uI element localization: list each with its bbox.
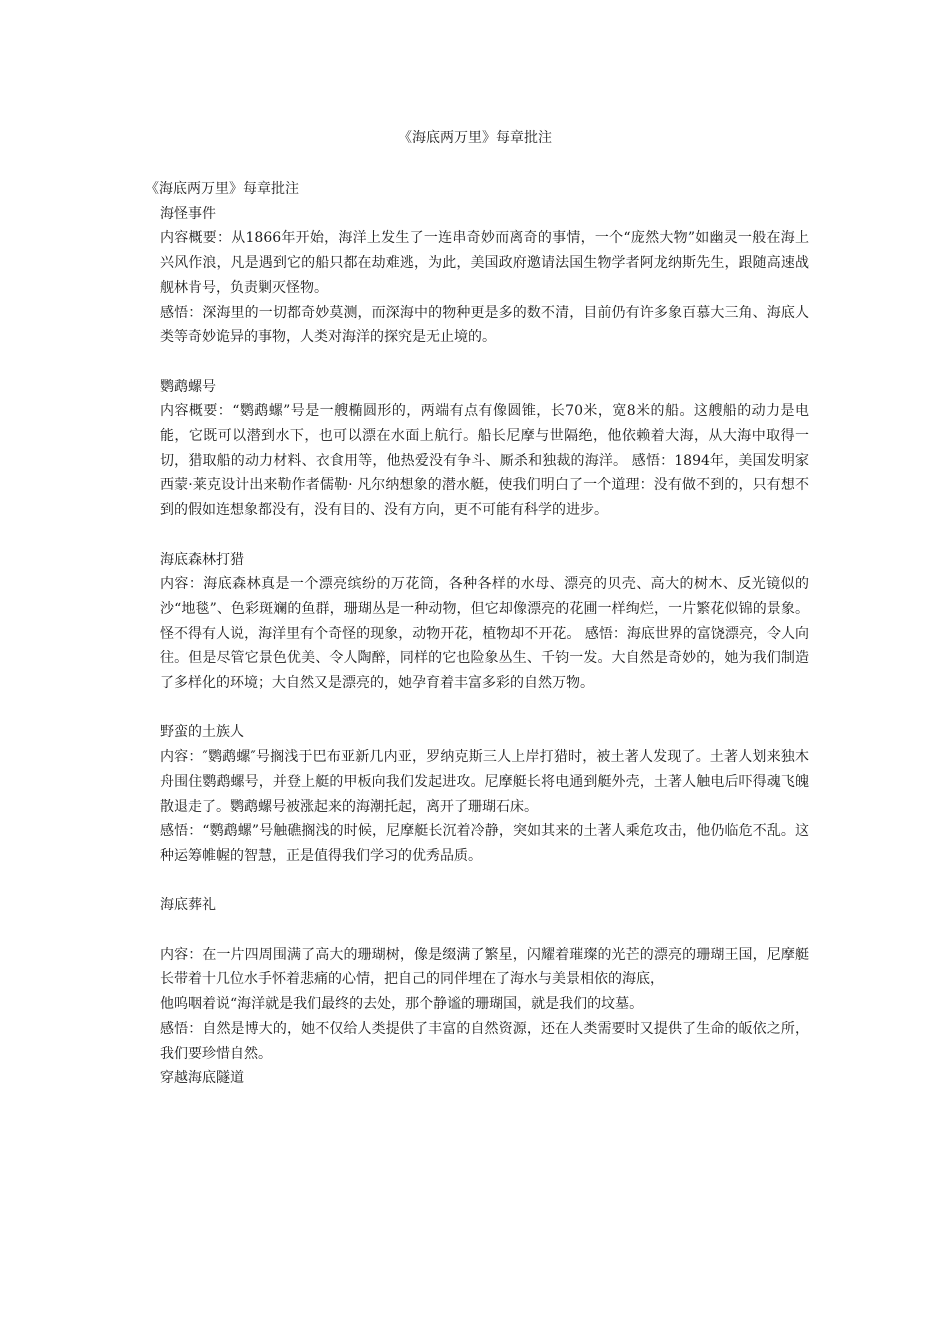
document-heading: 《海底两万里》每章批注 (145, 181, 299, 197)
chapter-summary: 内容：在一片四周围满了高大的珊瑚树，像是缀满了繁星，闪耀着璀璨的光芒的漂亮的珊瑚王国，尼摩艇长带着十几位水手怀着悲痛的心情，把自己的同伴埋在了海水与美景相依的海底， (160, 946, 809, 988)
chapter-title: 海底森林打猎 (160, 551, 244, 568)
chapter-title: 穿越海底隧道 (160, 1070, 244, 1087)
chapter-title: 海底葬礼 (160, 897, 216, 914)
paragraph-spacer (145, 696, 809, 721)
chapter-title: 海怪事件 (160, 205, 216, 222)
chapter-summary: 内容概要：从1866年开始，海洋上发生了一连串奇妙而离奇的事情，一个“庞然大物”如幽灵一般在海上兴风作浪，凡是遇到它的船只都在劫难逃，为此，美国政府邀请法国生物学者阿龙纳斯先生，跟随高速战舰林肯号，负责剿灭怪物。 (160, 230, 809, 296)
chapter-reflection: 感悟：“鹦鹉螺”号触礁搁浅的时候，尼摩艇长沉着冷静，突如其来的土著人乘危攻击，他仍临危不乱。这种运筹帷幄的智慧，正是值得我们学习的优秀品质。 (160, 823, 809, 864)
document-body (145, 177, 809, 1091)
chapter-reflection: 感悟：自然是博大的，她不仅给人类提供了丰富的自然资源，还在人类需要时又提供了生命的皈依之所，我们要珍惜自然。 (160, 1020, 809, 1062)
chapter-summary: 内容：″鹦鹉螺″号搁浅于巴布亚新几内亚，罗纳克斯三人上岸打猎时，被土著人发现了。土著人划来独木舟围住鹦鹉螺号，并登上艇的甲板向我们发起进攻。尼摩艇长将电通到艇外壳，土著人触电后吓得魂飞魄散退走了。鹦鹉螺号被涨起来的海潮托起，离开了珊瑚石床。 (160, 749, 809, 815)
chapter-reflection: 感悟：深海里的一切都奇妙莫测，而深海中的物种更是多的数不清，目前仍有许多象百慕大三角、海底人类等奇妙诡异的事物，人类对海洋的探究是无止境的。 (160, 304, 809, 346)
chapter-title: 鹦鹉螺号 (160, 378, 216, 395)
paragraph-spacer (145, 523, 809, 548)
page-title: 《海底两万里》每章批注 (398, 130, 552, 146)
paragraph-spacer (145, 918, 809, 943)
chapter-title: 野蛮的土族人 (160, 724, 244, 741)
paragraph-spacer (145, 869, 809, 894)
chapter-summary: 内容概要：“鹦鹉螺”号是一艘椭圆形的，两端有点有像圆锥，长70米，宽8米的船。这艘船的动力是电能，它既可以潜到水下，也可以漂在水面上航行。船长尼摩与世隔绝，他依赖着大海，从大海中取得一切，猎取船的动力材料、衣食用等，他热爱没有争斗、厮杀和独裁的海洋。 感悟：1894年，美国发明家西蒙·莱克设计出来勒作者儒勒· 凡尔纳想象的潜水艇，使我们明白了一个道理：没有做不到的，只有想不到的假如连想象都没有，没有目的、没有方向，更不可能有科学的进步。 (160, 403, 809, 519)
chapter-summary-continued: 他呜咽着说“海洋就是我们最终的去处，那个静谧的珊瑚国，就是我们的坟墓。 (160, 996, 644, 1013)
chapter-summary: 内容：海底森林真是一个漂亮缤纷的万花筒，各种各样的水母、漂亮的贝壳、高大的树木、反光镜似的沙“地毯”、色彩斑斓的鱼群，珊瑚丛是一种动物，但它却像漂亮的花圃一样绚烂，一片繁花似锦的景象。怪不得有人说，海洋里有个奇怪的现象，动物开花，植物却不开花。 感悟：海底世界的富饶漂亮，令人向往。但是尽管它景色优美、令人陶醉，同样的它也险象丛生、千钧一发。大自然是奇妙的，她为我们制造了多样化的环境；大自然又是漂亮的，她孕育着丰富多彩的自然万物。 (160, 576, 809, 692)
paragraph-spacer (145, 350, 809, 375)
